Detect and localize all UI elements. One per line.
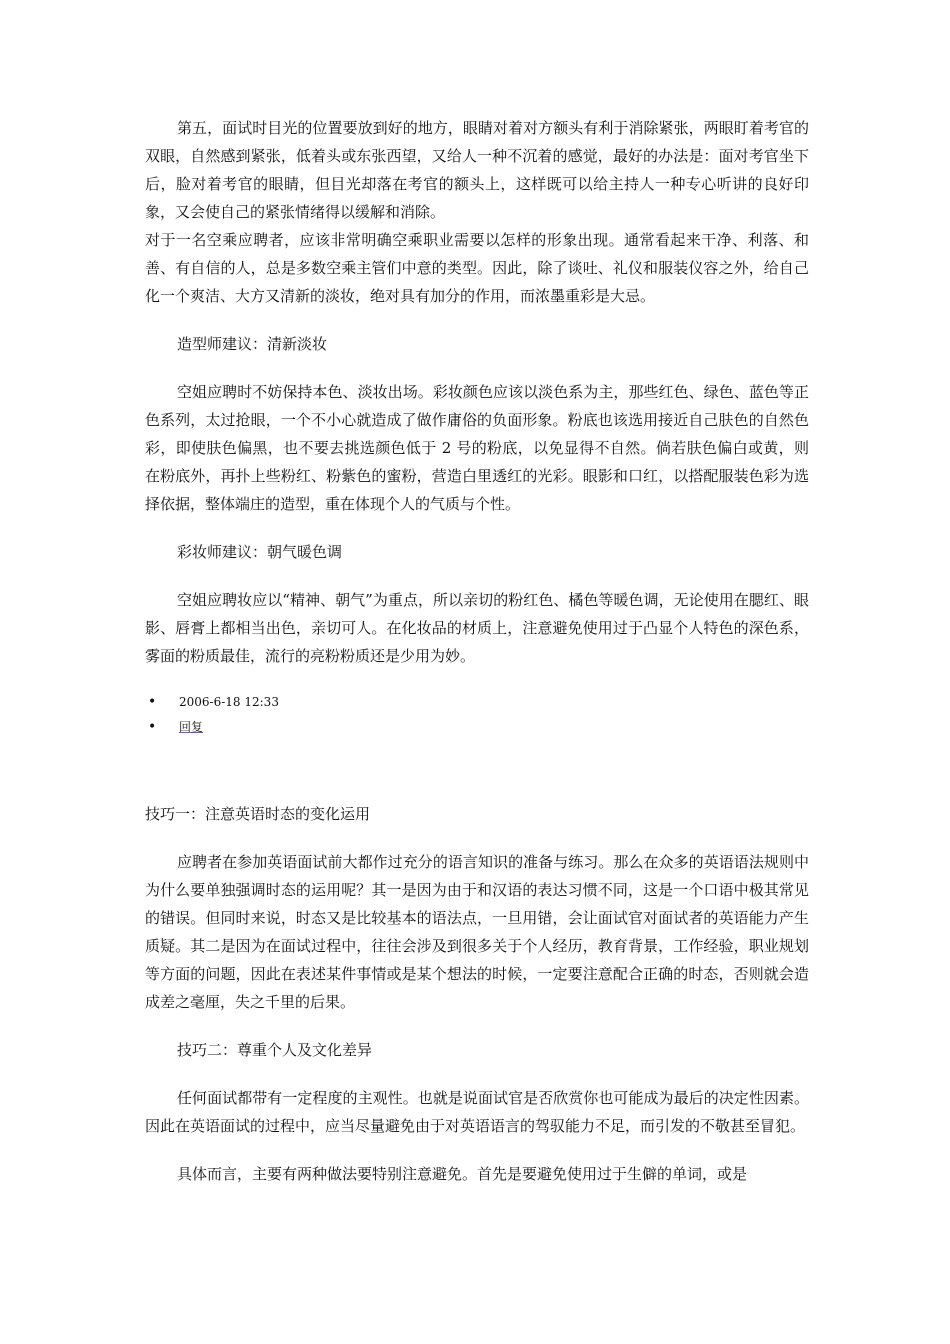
- list-item-reply: [145, 715, 809, 740]
- post-meta-list: [145, 690, 809, 740]
- bullet-icon: •: [148, 694, 157, 710]
- heading-stylist-advice: 造型师建议：清新淡妆: [177, 335, 328, 353]
- paragraph-warm-tones: 空姐应聘妆应以“精神、朝气”为重点，所以亲切的粉红色、橘色等暖色调，无论使用在腮红、眼影、唇膏上都相当出色，亲切可人。在化妆品的材质上，注意避免使用过于凸显个人特色的深色系，雾面的粉质最佳，流行的亮粉粉质还是少用为妙。: [145, 591, 809, 665]
- post-timestamp: 2006-6-18 12:33: [179, 695, 279, 709]
- list-item-timestamp: [145, 690, 809, 715]
- paragraph-subjectivity: 任何面试都带有一定程度的主观性。也就是说面试官是否欣赏你也可能成为最后的决定性因素。因此在英语面试的过程中，应当尽量避免由于对英语语言的驾驭能力不足，而引发的不敬甚至冒犯。: [145, 1089, 809, 1135]
- reply-link[interactable]: 回复: [179, 720, 204, 734]
- heading-tip-two: 技巧二：尊重个人及文化差异: [177, 1041, 373, 1059]
- paragraph-light-makeup: 空姐应聘时不妨保持本色、淡妆出场。彩妆颜色应该以淡色系为主，那些红色、绿色、蓝色等正色系列，太过抢眼，一个不小心就造成了做作庸俗的负面形象。粉底也该选用接近自己肤色的自然色彩，即使肤色偏黑，也不要去挑选颜色低于 2 号的粉底，以免显得不自然。倘若肤色偏白或黄，则在粉底外，再扑上些粉红、粉紫色的蜜粉，营造白里透红的光彩。眼影和口红，以搭配服装色彩为选择依据，整体端庄的造型，重在体现个人的气质与个性。: [145, 383, 809, 513]
- heading-tip-one: 技巧一：注意英语时态的变化运用: [145, 805, 371, 823]
- bullet-icon: •: [148, 719, 157, 735]
- heading-makeup-artist-advice: 彩妆师建议：朝气暖色调: [177, 543, 343, 561]
- document-page: [145, 114, 809, 1188]
- paragraph-avoid-practices: 具体而言，主要有两种做法要特别注意避免。首先是要避免使用过于生僻的单词，或是: [177, 1165, 748, 1183]
- paragraph-tense-usage: 应聘者在参加英语面试前大都作过充分的语言知识的准备与练习。那么在众多的英语语法规则中为什么要单独强调时态的运用呢？其一是因为由于和汉语的表达习惯不同，这是一个口语中极其常见的错误。但同时来说，时态又是比较基本的语法点，一旦用错，会让面试官对面试者的英语能力产生质疑。其二是因为在面试过程中，往往会涉及到很多关于个人经历，教育背景，工作经验，职业规划等方面的问题，因此在表述某件事情或是某个想法的时候，一定要注意配合正确的时态，否则就会造成差之毫厘，失之千里的后果。: [145, 853, 809, 1011]
- paragraph-eye-contact: 第五，面试时目光的位置要放到好的地方，眼睛对着对方额头有利于消除紧张，两眼盯着考官的双眼，自然感到紧张，低着头或东张西望，又给人一种不沉着的感觉，最好的办法是：面对考官坐下后，脸对着考官的眼睛，但目光却落在考官的额头上，这样既可以给主持人一种专心听讲的良好印象，又会使自己的紧张情绪得以缓解和消除。: [145, 119, 809, 221]
- paragraph-image: 对于一名空乘应聘者，应该非常明确空乘职业需要以怎样的形象出现。通常看起来干净、利落、和善、有自信的人，总是多数空乘主管们中意的类型。因此，除了谈吐、礼仪和服装仪容之外，给自己化一个爽洁、大方又清新的淡妆，绝对具有加分的作用，而浓墨重彩是大忌。: [145, 231, 809, 305]
